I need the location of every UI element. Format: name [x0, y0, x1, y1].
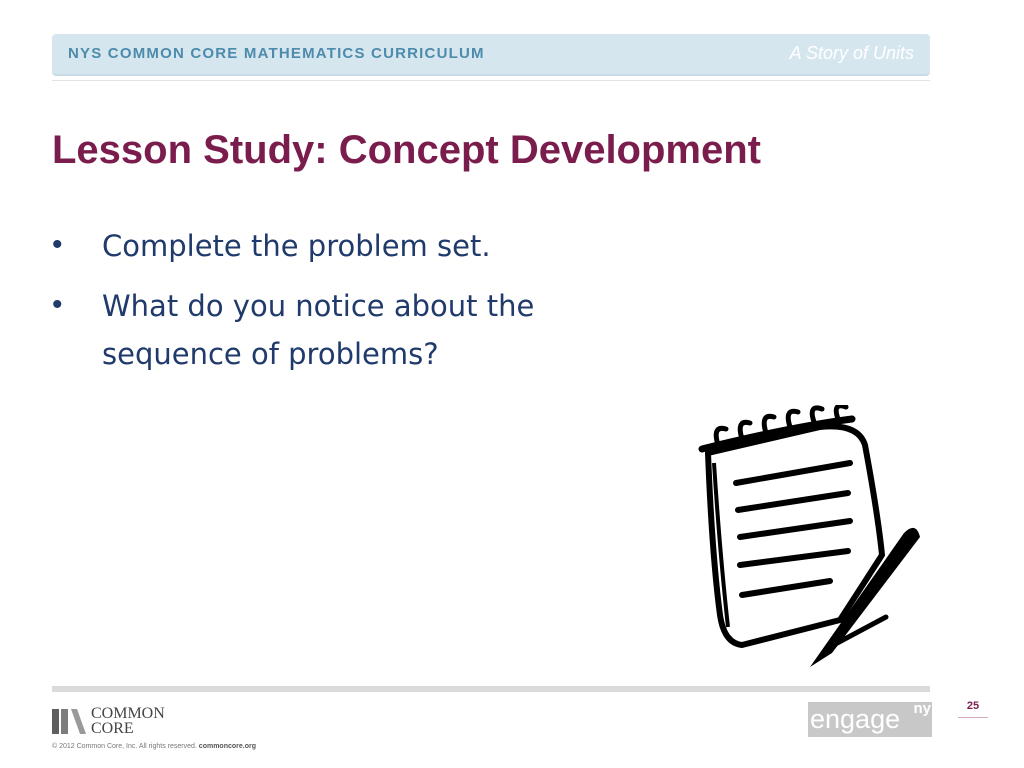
- commoncore-link[interactable]: commoncore.org: [198, 743, 256, 750]
- story-label: A Story of Units: [789, 43, 914, 63]
- header-bar: [52, 34, 930, 76]
- common-core-logo: [52, 706, 165, 736]
- header-divider: [52, 80, 930, 81]
- bullet-list: [52, 222, 612, 390]
- books-icon: [52, 708, 86, 734]
- notepad-pencil-icon: [690, 405, 930, 675]
- bullet-text: What do you notice about the sequence of problems?: [102, 289, 535, 371]
- engage-ny-logo: [808, 702, 932, 737]
- bullet-item: [52, 282, 612, 378]
- common-core-wordmark: [91, 706, 165, 736]
- bullet-item: [52, 222, 612, 270]
- engage-wordmark: engage: [810, 704, 901, 734]
- slide-title: Lesson Study: Concept Development: [52, 128, 761, 172]
- bullet-marker: •: [52, 288, 63, 321]
- copyright-notice: [52, 743, 256, 750]
- page-number-underline: [958, 717, 988, 718]
- curriculum-label: NYS COMMON CORE MATHEMATICS CURRICULUM: [68, 45, 485, 62]
- engage-ny-superscript: ny: [913, 700, 931, 717]
- bullet-text: Complete the problem set.: [102, 229, 491, 263]
- copyright-text: © 2012 Common Core, Inc. All rights reserved.: [52, 743, 197, 750]
- logo-line-2: CORE: [91, 720, 134, 737]
- logo-line-1: COMMON: [91, 705, 165, 722]
- bullet-marker: •: [52, 228, 63, 261]
- footer-divider: [52, 686, 930, 692]
- page-number: 25: [966, 700, 980, 712]
